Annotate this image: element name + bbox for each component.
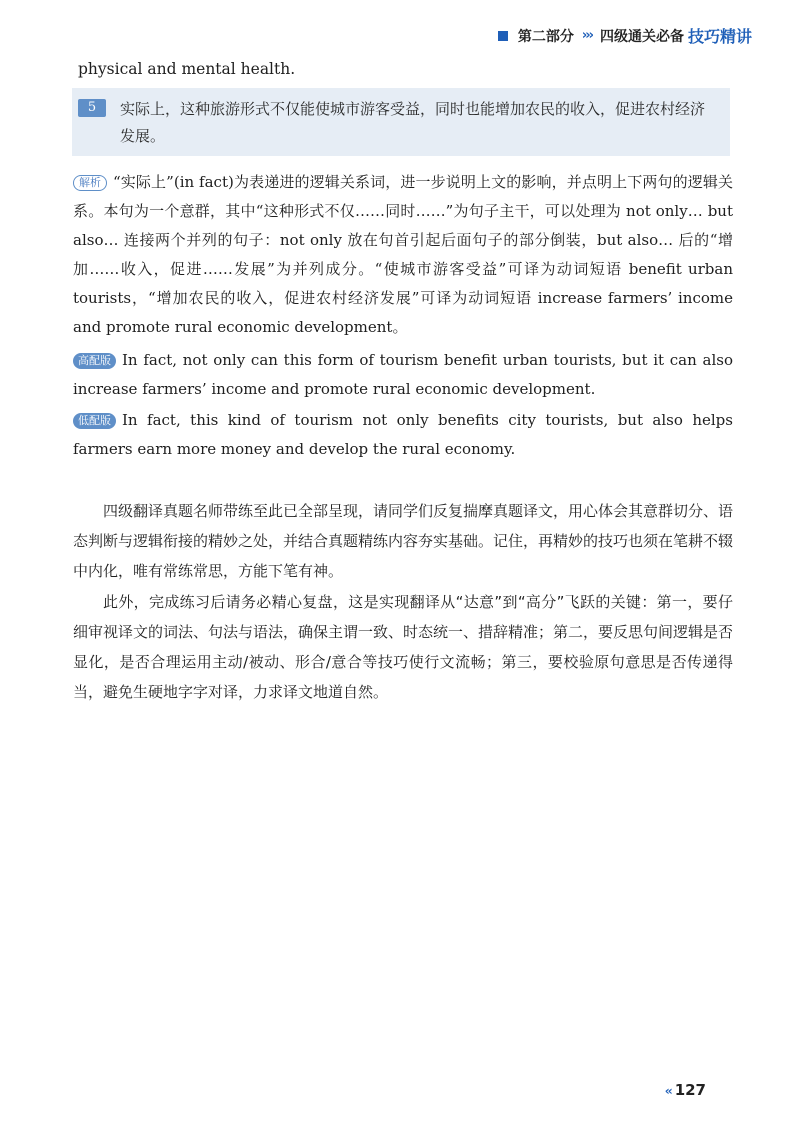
previous-page-continuation: physical and mental health. — [78, 60, 296, 78]
answer-basic — [73, 406, 733, 464]
header-part: 第二部分 — [517, 28, 574, 45]
header-section: 四级通关必备 — [599, 28, 684, 45]
question-text: 实际上，这种旅游形式不仅能使城市游客受益，同时也能增加农民的收入，促进农村经济发展。 — [120, 100, 706, 145]
page-header — [498, 24, 752, 47]
advanced-answer-text: In fact, not only can this form of tourism benefit urban tourists, but it can also increase farmers’ income and promote rural economic development. — [73, 351, 733, 398]
analysis-text: “实际上”(in fact)为表递进的逻辑关系词，进一步说明上文的影响，并点明上下两句的逻辑关系。本句为一个意群，其中“这种形式不仅……同时……”为句子主干，可以处理为 not only… but also… 连接两个并列的句子：not only 放在句首引起后面句子的部分倒装，but also… 后的“增加……收入，促进……发展”为并列成分。“使城市游客受益”可译为动词短语 benefit urban tourists，“增加农民的收入，促进农村经济发展”可译为动词短语 increase farmers’ income and promote rural economic development。 — [73, 173, 733, 336]
triple-chevron-icon: ››› — [581, 28, 592, 43]
basic-version-tag: 低配版 — [73, 413, 116, 429]
question-box — [72, 88, 730, 156]
double-chevron-left-icon: ‹‹ — [664, 1084, 671, 1098]
question-number-badge: 5 — [78, 99, 106, 117]
analysis-tag: 解析 — [73, 175, 107, 191]
closing-paragraph-1: 四级翻译真题名师带练至此已全部呈现，请同学们反复揣摩真题译文，用心体会其意群切分、语态判断与逻辑衔接的精妙之处，并结合真题精练内容夯实基础。记住，再精妙的技巧也须在笔耕不辍中内化，唯有常练常思，方能下笔有神。 — [73, 502, 734, 580]
closing-paragraph-2: 此外，完成练习后请务必精心复盘，这是实现翻译从“达意”到“高分”飞跃的关键：第一，要仔细审视译文的词法、句法与语法，确保主谓一致、时态统一、措辞精准；第二，要反思句间逻辑是否显化，是否合理运用主动/被动、形合/意合等技巧使行文流畅；第三，要校验原句意思是否传递得当，避免生硬地字字对译，力求译文地道自然。 — [73, 593, 734, 701]
page-number — [665, 1081, 706, 1099]
page-number-value: 127 — [674, 1081, 706, 1099]
basic-answer-text: In fact, this kind of tourism not only benefits city tourists, but also helps farmers earn more money and develop the rural economy. — [73, 411, 733, 458]
analysis-paragraph — [73, 168, 733, 342]
header-highlight: 技巧精讲 — [687, 27, 752, 46]
advanced-version-tag: 高配版 — [73, 353, 116, 369]
answer-advanced — [73, 346, 733, 404]
blue-square-icon — [498, 31, 508, 41]
